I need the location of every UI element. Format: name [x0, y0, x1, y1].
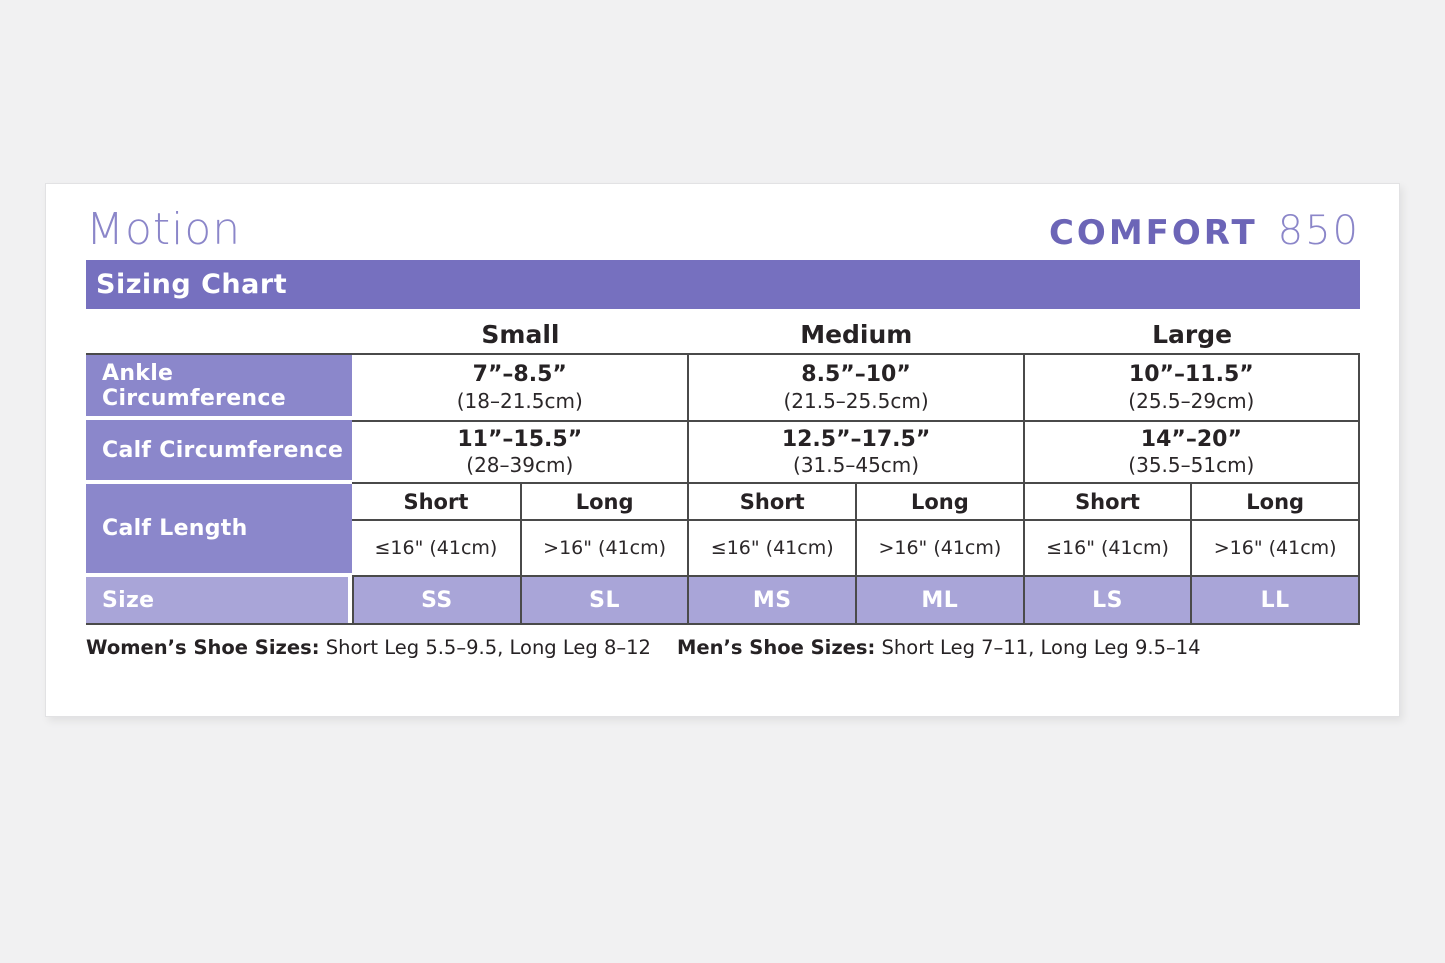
sizing-chart-card: [45, 183, 1400, 717]
calf-small-cm: (28–39cm): [466, 453, 574, 478]
size-cell-ls: LS: [1023, 577, 1191, 623]
model-number: 850: [1277, 208, 1360, 254]
table-row-calf-circumference: [86, 420, 1358, 484]
column-header-medium: Medium: [800, 319, 913, 349]
ankle-small-inches: 7”–8.5”: [472, 362, 567, 388]
banner-title: Sizing Chart: [96, 269, 288, 300]
size-cell-ll: LL: [1190, 577, 1358, 623]
mens-shoe-sizes: [677, 636, 1201, 659]
calf-length-head-small-long: Long: [520, 484, 688, 521]
sizing-table: [86, 353, 1360, 625]
calf-length-value-small-long: >16" (41cm): [520, 521, 688, 577]
mens-shoe-sizes-text: Short Leg 7–11, Long Leg 9.5–14: [881, 636, 1201, 659]
calf-medium-inches: 12.5”–17.5”: [781, 426, 931, 452]
row-label-calf-length: Calf Length: [86, 484, 352, 577]
calf-small-cell: [352, 420, 687, 484]
calf-length-head-medium-short: Short: [687, 484, 855, 521]
column-header-small: Small: [481, 319, 560, 349]
size-cell-ms: MS: [687, 577, 855, 623]
product-line-title: Motion: [86, 204, 242, 255]
womens-shoe-sizes-text: Short Leg 5.5–9.5, Long Leg 8–12: [325, 636, 651, 659]
shoe-size-footnote: [86, 636, 1360, 659]
size-cell-ml: ML: [855, 577, 1023, 623]
calf-medium-cm: (31.5–45cm): [793, 453, 920, 478]
calf-length-value-small-short: ≤16" (41cm): [352, 521, 520, 577]
calf-large-cm: (35.5–51cm): [1128, 453, 1255, 478]
calf-length-head-medium-long: Long: [855, 484, 1023, 521]
size-cell-ss: SS: [352, 577, 520, 623]
calf-length-value-medium-long: >16" (41cm): [855, 521, 1023, 577]
womens-shoe-sizes: [86, 636, 651, 659]
card-header: [86, 204, 1360, 255]
ankle-medium-cell: [687, 355, 1022, 420]
calf-length-head-small-short: Short: [352, 484, 520, 521]
sizing-chart-banner: [86, 260, 1360, 309]
calf-small-inches: 11”–15.5”: [457, 426, 583, 452]
table-row-calf-length: [86, 484, 1358, 577]
row-label-size: Size: [86, 577, 352, 623]
calf-length-head-large-long: Long: [1190, 484, 1358, 521]
size-column-headers: [86, 309, 1360, 353]
ankle-small-cm: (18–21.5cm): [456, 388, 583, 413]
ankle-large-inches: 10”–11.5”: [1128, 362, 1254, 388]
calf-medium-cell: [687, 420, 1022, 484]
brand-lockup: [1049, 208, 1360, 254]
ankle-large-cell: [1023, 355, 1358, 420]
table-row-ankle-circumference: [86, 355, 1358, 420]
calf-length-value-large-long: >16" (41cm): [1190, 521, 1358, 577]
row-label-calf-circumference: Calf Circumference: [86, 420, 352, 484]
calf-length-value-large-short: ≤16" (41cm): [1023, 521, 1191, 577]
brand-name: COMFORT: [1048, 213, 1258, 253]
calf-large-inches: 14”–20”: [1140, 426, 1242, 452]
calf-length-head-large-short: Short: [1023, 484, 1191, 521]
ankle-medium-inches: 8.5”–10”: [801, 362, 911, 388]
column-header-spacer: [86, 315, 353, 353]
column-header-large: Large: [1152, 319, 1233, 349]
size-cell-sl: SL: [520, 577, 688, 623]
mens-shoe-sizes-label: Men’s Shoe Sizes:: [676, 636, 876, 659]
table-row-size: [86, 577, 1358, 623]
calf-large-cell: [1023, 420, 1358, 484]
ankle-small-cell: [352, 355, 687, 420]
ankle-large-cm: (25.5–29cm): [1128, 388, 1255, 413]
womens-shoe-sizes-label: Women’s Shoe Sizes:: [86, 636, 320, 659]
row-label-ankle-circumference: Ankle Circumference: [86, 355, 352, 420]
ankle-medium-cm: (21.5–25.5cm): [783, 388, 929, 413]
calf-length-value-medium-short: ≤16" (41cm): [687, 521, 855, 577]
